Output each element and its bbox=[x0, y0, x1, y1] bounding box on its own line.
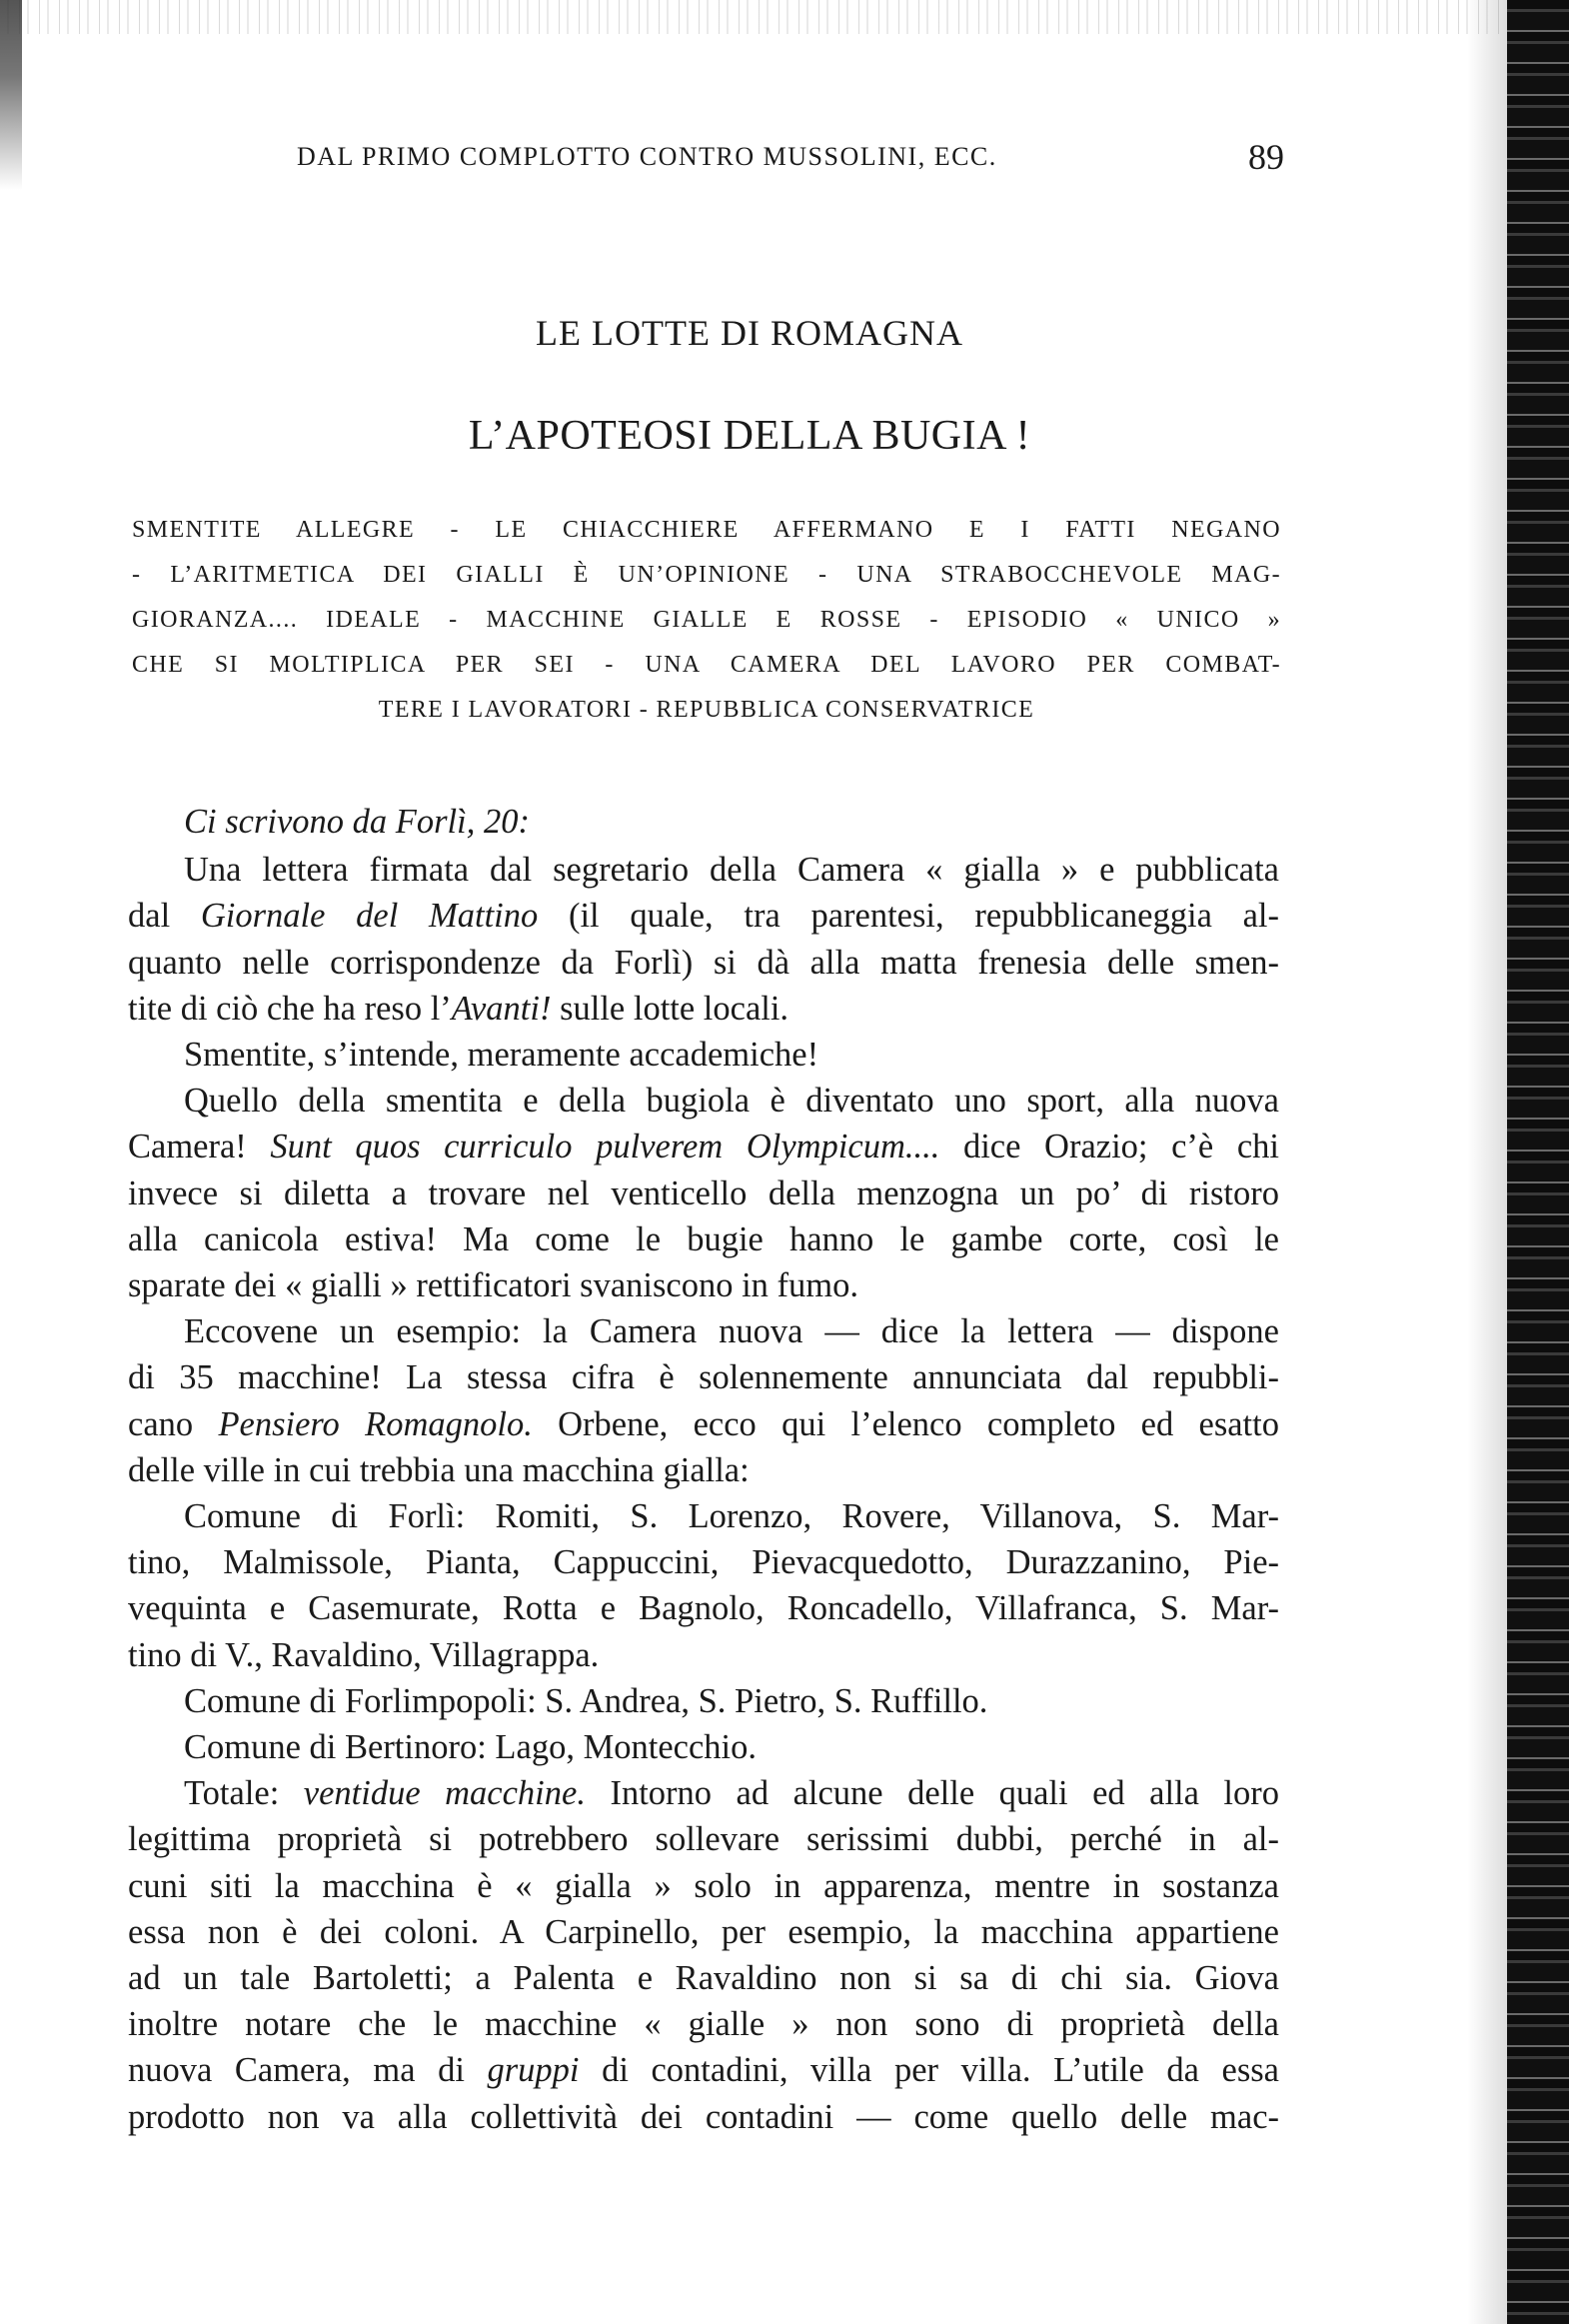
text-segment: essa non è dei coloni. A Carpinello, per esempio, la macchina appartiene bbox=[128, 1912, 1279, 1951]
text-segment: di contadini, villa per villa. L’utile da essa bbox=[579, 2051, 1279, 2090]
article-body bbox=[128, 799, 1279, 2140]
body-lines bbox=[128, 847, 1279, 2140]
scan-noise-top bbox=[0, 0, 1499, 34]
text-line bbox=[128, 1724, 1279, 1770]
text-segment: Comune di Forlimpopoli: S. Andrea, S. Pietro, S. Ruffillo. bbox=[184, 1681, 988, 1720]
scan-shadow-left bbox=[0, 0, 22, 190]
text-segment: tite di ciò che ha reso l’ bbox=[128, 989, 452, 1028]
text-line bbox=[128, 1863, 1279, 1909]
text-segment: invece si diletta a trovare nel venticello della menzogna un po’ di ristoro bbox=[128, 1173, 1279, 1212]
text-segment: sparate dei « gialli » rettificatori svaniscono in fumo. bbox=[128, 1266, 859, 1305]
text-segment: (il quale, tra parentesi, repubblicaneggia al- bbox=[538, 897, 1279, 936]
text-line bbox=[128, 1493, 1279, 1539]
text-line bbox=[128, 1585, 1279, 1631]
text-segment: Giornale del Mattino bbox=[200, 897, 539, 936]
text-segment: Intorno ad alcune delle quali ed alla loro bbox=[585, 1774, 1280, 1813]
dateline bbox=[128, 799, 1279, 845]
text-segment: Quello della smentita e della bugiola è diventato uno sport, alla nuova bbox=[184, 1082, 1279, 1121]
text-segment: Totale: bbox=[184, 1774, 304, 1813]
text-line bbox=[128, 1632, 1279, 1678]
text-line bbox=[128, 1678, 1279, 1724]
text-line bbox=[128, 1124, 1279, 1169]
text-segment: Smentite, s’intende, meramente accademiche! bbox=[184, 1036, 819, 1075]
text-line bbox=[128, 1955, 1279, 2001]
text-line bbox=[128, 986, 1279, 1032]
text-segment: di 35 macchine! La stessa cifra è solennemente annunciata dal repubbli- bbox=[128, 1358, 1279, 1397]
text-segment: cano bbox=[128, 1404, 219, 1443]
text-segment: Pensiero Romagnolo. bbox=[218, 1404, 533, 1443]
summary-line: - L’ARITMETICA DEI GIALLI È UN’OPINIONE - UNA STRABOCCHEVOLE MAG- bbox=[132, 562, 1281, 588]
text-line bbox=[128, 847, 1279, 893]
text-segment: ad un tale Bartoletti; a Palenta e Ravaldino non si sa di chi sia. Giova bbox=[128, 1959, 1279, 1998]
text-line bbox=[128, 1308, 1279, 1354]
text-line bbox=[128, 2001, 1279, 2047]
text-segment: prodotto non va alla collettività dei contadini — come quello delle mac- bbox=[128, 2097, 1279, 2136]
text-segment: Comune di Forlì: Romiti, S. Lorenzo, Rovere, Villanova, S. Mar- bbox=[184, 1497, 1279, 1536]
article-subtitle: L’APOTEOSI DELLA BUGIA ! bbox=[468, 413, 1031, 459]
text-line bbox=[128, 1539, 1279, 1585]
text-segment: nuova Camera, ma di bbox=[128, 2051, 488, 2090]
text-line bbox=[128, 1032, 1279, 1078]
text-line bbox=[128, 1909, 1279, 1955]
text-segment: delle ville in cui trebbia una macchina gialla: bbox=[128, 1450, 750, 1489]
text-line bbox=[128, 1170, 1279, 1216]
text-segment: Eccovene un esempio: la Camera nuova — dice la lettera — dispone bbox=[184, 1312, 1279, 1351]
summary-line: CHE SI MOLTIPLICA PER SEI - UNA CAMERA DEL LAVORO PER COMBAT- bbox=[132, 652, 1281, 678]
text-segment: legittima proprietà si potrebbero sollevare serissimi dubbi, perché in al- bbox=[128, 1820, 1279, 1859]
text-line bbox=[128, 893, 1279, 939]
text-segment: dice Orazio; c’è chi bbox=[939, 1128, 1279, 1166]
text-segment: vequinta e Casemurate, Rotta e Bagnolo, Roncadello, Villafranca, S. Mar- bbox=[128, 1589, 1279, 1628]
dateline-text: Ci scrivono da Forlì, 20: bbox=[184, 803, 530, 841]
text-line bbox=[128, 2094, 1279, 2140]
text-line bbox=[128, 1078, 1279, 1124]
text-line bbox=[128, 1816, 1279, 1862]
text-line bbox=[128, 1262, 1279, 1308]
text-segment: Sunt quos curriculo pulverem Olympicum.... bbox=[270, 1128, 940, 1166]
running-head bbox=[297, 137, 1284, 192]
text-segment: ventidue macchine. bbox=[303, 1774, 586, 1813]
text-line bbox=[128, 1447, 1279, 1493]
text-segment: Avanti! bbox=[451, 989, 552, 1028]
text-line bbox=[128, 940, 1279, 986]
text-segment: quanto nelle corrispondenze da Forlì) si dà alla matta frenesia delle smen- bbox=[128, 943, 1279, 982]
text-segment: Orbene, ecco qui l’elenco completo ed esatto bbox=[532, 1404, 1279, 1443]
running-head-title: DAL PRIMO COMPLOTTO CONTRO MUSSOLINI, ECC. bbox=[297, 142, 997, 171]
summary-line: TERE I LAVORATORI - REPUBBLICA CONSERVATRICE bbox=[378, 697, 1035, 723]
text-line bbox=[128, 2047, 1279, 2093]
text-segment: cuni siti la macchina è « gialla » solo in apparenza, mentre in sostanza bbox=[128, 1866, 1279, 1905]
text-segment: Una lettera firmata dal segretario della Camera « gialla » e pubblicata bbox=[184, 851, 1279, 890]
text-segment: dal bbox=[128, 897, 201, 936]
text-line bbox=[128, 1354, 1279, 1400]
summary-line: SMENTITE ALLEGRE - LE CHIACCHIERE AFFERMANO E I FATTI NEGANO bbox=[132, 517, 1281, 543]
text-line bbox=[128, 1216, 1279, 1262]
text-segment: gruppi bbox=[487, 2051, 580, 2090]
text-line bbox=[128, 1770, 1279, 1816]
article-summary bbox=[132, 508, 1281, 733]
text-segment: Camera! bbox=[128, 1128, 271, 1166]
text-segment: tino di V., Ravaldino, Villagrappa. bbox=[128, 1635, 600, 1674]
text-line bbox=[128, 1401, 1279, 1447]
text-segment: inoltre notare che le macchine « gialle » non sono di proprietà della bbox=[128, 2005, 1279, 2044]
article-title: LE LOTTE DI ROMAGNA bbox=[536, 313, 963, 353]
text-segment: sulle lotte locali. bbox=[551, 989, 789, 1028]
summary-line: GIORANZA.... IDEALE - MACCHINE GIALLE E ROSSE - EPISODIO « UNICO » bbox=[132, 607, 1281, 633]
text-segment: tino, Malmissole, Pianta, Cappuccini, Pievacquedotto, Durazzanino, Pie- bbox=[128, 1543, 1279, 1582]
text-segment: alla canicola estiva! Ma come le bugie hanno le gambe corte, così le bbox=[128, 1219, 1279, 1258]
scan-gutter-right bbox=[1507, 0, 1569, 2324]
text-segment: Comune di Bertinoro: Lago, Montecchio. bbox=[184, 1728, 757, 1767]
page-number: 89 bbox=[1248, 137, 1284, 177]
